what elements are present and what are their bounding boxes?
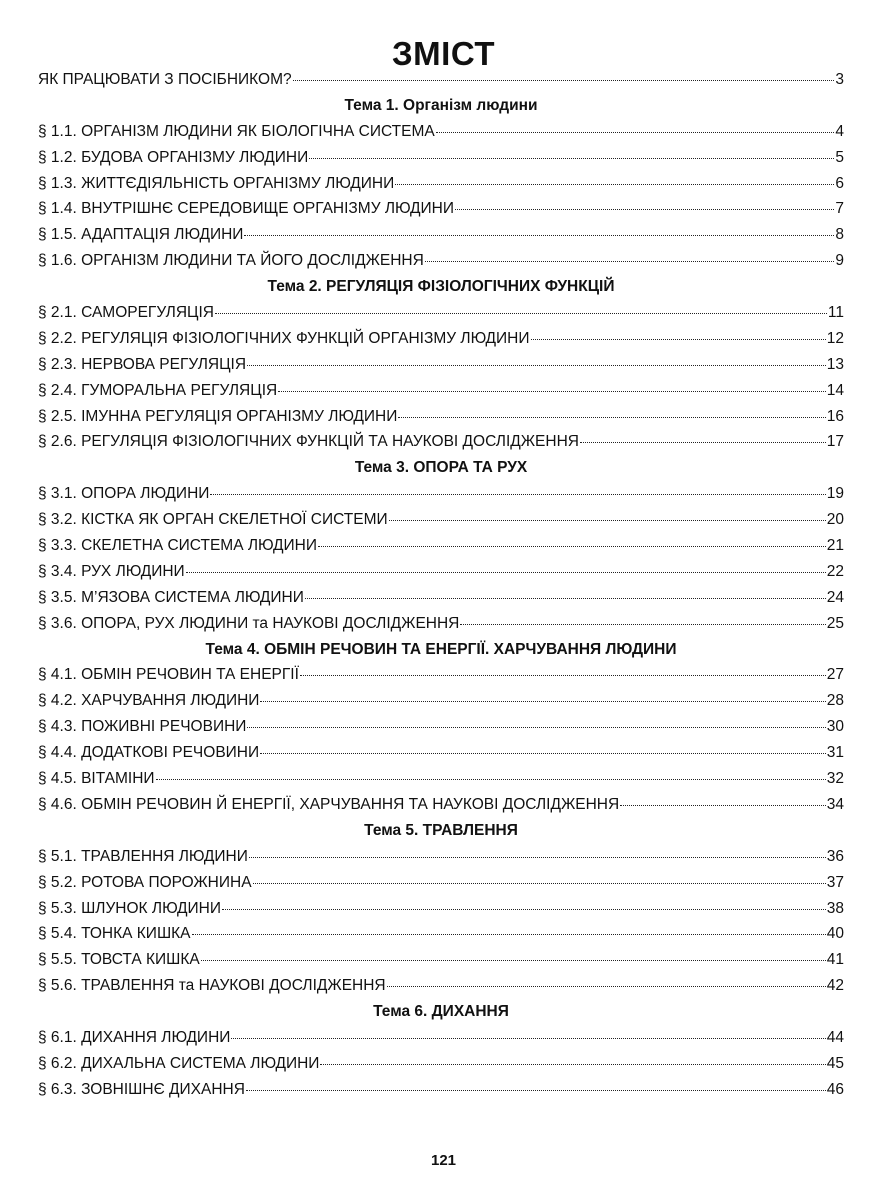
toc-entry-page: 30	[826, 718, 844, 736]
toc-entry[interactable]	[38, 1025, 844, 1051]
toc-entry-label: § 1.4. ВНУТРІШНЄ СЕРЕДОВИЩЕ ОРГАНІЗМУ ЛЮДИНИ	[38, 200, 454, 218]
topic-heading: Тема 3. ОПОРА ТА РУХ	[354, 459, 528, 477]
toc-entry-label: ЯК ПРАЦЮВАТИ З ПОСІБНИКОМ?	[38, 71, 292, 88]
toc-entry-page: 44	[826, 1028, 844, 1046]
toc-entry-label: § 4.1. ОБМІН РЕЧОВИН ТА ЕНЕРГІЇ	[38, 666, 299, 684]
toc-entry[interactable]	[38, 145, 844, 171]
toc-entry[interactable]	[38, 973, 844, 999]
toc-entry-page: 9	[835, 252, 844, 270]
toc-entry[interactable]	[38, 326, 844, 352]
toc-entry-label: § 2.2. РЕГУЛЯЦІЯ ФІЗІОЛОГІЧНИХ ФУНКЦІЙ ОРГАНІЗМУ ЛЮДИНИ	[38, 329, 530, 347]
toc-entry-page: 7	[835, 200, 844, 218]
toc-entry-page: 41	[826, 951, 844, 969]
toc-entry-page: 6	[835, 174, 844, 192]
toc-entry[interactable]	[38, 378, 844, 404]
dot-leader	[318, 546, 826, 547]
toc-entry-label: § 3.5. М’ЯЗОВА СИСТЕМА ЛЮДИНИ	[38, 588, 304, 606]
table-of-contents	[38, 67, 844, 1103]
toc-entry-intro[interactable]	[38, 67, 844, 93]
toc-entry-page: 40	[826, 925, 844, 943]
toc-entry-label: § 1.1. ОРГАНІЗМ ЛЮДИНИ ЯК БІОЛОГІЧНА СИСТЕМА	[38, 122, 435, 140]
toc-entry-page: 20	[826, 511, 844, 529]
toc-entry[interactable]	[38, 248, 844, 274]
toc-entry-page: 5	[835, 148, 844, 166]
toc-entry-label: § 6.2. ДИХАЛЬНА СИСТЕМА ЛЮДИНИ	[38, 1054, 320, 1072]
toc-entry-label: § 1.6. ОРГАНІЗМ ЛЮДИНИ ТА ЙОГО ДОСЛІДЖЕННЯ	[38, 252, 424, 270]
dot-leader	[201, 960, 826, 961]
dot-leader	[231, 1038, 825, 1039]
toc-entry[interactable]	[38, 947, 844, 973]
toc-entry[interactable]	[38, 352, 844, 378]
toc-entry-label: § 2.6. РЕГУЛЯЦІЯ ФІЗІОЛОГІЧНИХ ФУНКЦІЙ ТА НАУКОВІ ДОСЛІДЖЕННЯ	[38, 433, 579, 451]
dot-leader	[320, 1064, 825, 1065]
dot-leader	[436, 132, 835, 133]
toc-entry-page: 4	[835, 122, 844, 140]
dot-leader	[531, 339, 826, 340]
toc-entry[interactable]	[38, 1077, 844, 1103]
topic-heading: Тема 6. ДИХАННЯ	[373, 1003, 509, 1021]
toc-entry[interactable]	[38, 662, 844, 688]
toc-entry[interactable]	[38, 740, 844, 766]
toc-entry[interactable]	[38, 585, 844, 611]
toc-entry-page: 31	[826, 744, 844, 762]
dot-leader	[455, 209, 834, 210]
topic-heading: Тема 2. РЕГУЛЯЦІЯ ФІЗІОЛОГІЧНИХ ФУНКЦІЙ	[267, 278, 615, 296]
toc-entry-page: 28	[826, 692, 844, 710]
toc-entry-label: § 3.1. ОПОРА ЛЮДИНИ	[38, 485, 210, 503]
toc-entry-page: 19	[826, 485, 844, 503]
toc-entry-label: § 4.2. ХАРЧУВАННЯ ЛЮДИНИ	[38, 692, 260, 710]
toc-entry-label: § 1.3. ЖИТТЄДІЯЛЬНІСТЬ ОРГАНІЗМУ ЛЮДИНИ	[38, 174, 395, 192]
dot-leader	[249, 857, 826, 858]
toc-entry-page: 17	[826, 433, 844, 451]
dot-leader	[222, 909, 826, 910]
toc-entry-page: 3	[835, 71, 844, 88]
dot-leader	[425, 261, 835, 262]
toc-entry-page: 24	[826, 588, 844, 606]
toc-entry-page: 38	[826, 899, 844, 917]
toc-entry[interactable]	[38, 404, 844, 430]
dot-leader	[260, 753, 826, 754]
dot-leader	[247, 727, 825, 728]
toc-entry[interactable]	[38, 196, 844, 222]
toc-entry[interactable]	[38, 300, 844, 326]
dot-leader	[309, 158, 834, 159]
toc-entry-page: 11	[827, 304, 844, 322]
toc-entry-page: 25	[826, 614, 844, 632]
toc-entry-page: 32	[826, 770, 844, 788]
toc-entry-label: § 5.1. ТРАВЛЕННЯ ЛЮДИНИ	[38, 847, 248, 865]
toc-entry-page: 42	[826, 977, 844, 995]
toc-entry[interactable]	[38, 559, 844, 585]
toc-entry[interactable]	[38, 119, 844, 145]
dot-leader	[387, 986, 826, 987]
toc-entry[interactable]	[38, 921, 844, 947]
toc-entry[interactable]	[38, 714, 844, 740]
toc-entry-label: § 4.4. ДОДАТКОВІ РЕЧОВИНИ	[38, 744, 260, 762]
toc-entry-label: § 4.3. ПОЖИВНІ РЕЧОВИНИ	[38, 718, 247, 736]
toc-entry-page: 12	[826, 329, 844, 347]
toc-entry-label: § 6.3. ЗОВНІШНЄ ДИХАННЯ	[38, 1080, 245, 1098]
toc-entry-label: § 3.4. РУХ ЛЮДИНИ	[38, 562, 185, 580]
dot-leader	[300, 675, 826, 676]
toc-entry[interactable]	[38, 844, 844, 870]
toc-entry-label: § 1.5. АДАПТАЦІЯ ЛЮДИНИ	[38, 226, 244, 244]
dot-leader	[278, 391, 826, 392]
toc-entry-label: § 4.5. ВІТАМІНИ	[38, 770, 155, 788]
dot-leader	[192, 934, 826, 935]
toc-entry[interactable]	[38, 507, 844, 533]
toc-entry[interactable]	[38, 1051, 844, 1077]
page-title: ЗМІСТ	[392, 35, 495, 72]
toc-entry-label: § 4.6. ОБМІН РЕЧОВИН Й ЕНЕРГІЇ, ХАРЧУВАННЯ ТА НАУКОВІ ДОСЛІДЖЕННЯ	[38, 795, 620, 813]
topic-heading: Тема 5. ТРАВЛЕННЯ	[364, 821, 518, 839]
dot-leader	[244, 235, 834, 236]
toc-entry-page: 27	[826, 666, 844, 684]
dot-leader	[580, 442, 826, 443]
dot-leader	[253, 883, 826, 884]
toc-entry-label: § 3.6. ОПОРА, РУХ ЛЮДИНИ та НАУКОВІ ДОСЛІДЖЕННЯ	[38, 614, 460, 632]
dot-leader	[247, 365, 826, 366]
topic-heading: Тема 4. ОБМІН РЕЧОВИН ТА ЕНЕРГІЇ. ХАРЧУВАННЯ ЛЮДИНИ	[205, 640, 677, 658]
toc-entry[interactable]	[38, 611, 844, 637]
toc-entry-label: § 6.1. ДИХАННЯ ЛЮДИНИ	[38, 1028, 231, 1046]
toc-entry-label: § 5.5. ТОВСТА КИШКА	[38, 951, 200, 969]
toc-entry-label: § 2.4. ГУМОРАЛЬНА РЕГУЛЯЦІЯ	[38, 381, 278, 399]
dot-leader	[260, 701, 825, 702]
toc-entry-label: § 2.1. САМОРЕГУЛЯЦІЯ	[38, 304, 214, 322]
page-number: 121	[430, 1152, 457, 1169]
dot-leader	[186, 572, 826, 573]
dot-leader	[395, 184, 834, 185]
dot-leader	[460, 624, 825, 625]
dot-leader	[293, 80, 835, 81]
toc-entry[interactable]	[38, 792, 844, 818]
toc-entry-label: § 5.4. ТОНКА КИШКА	[38, 925, 191, 943]
toc-entry-label: § 5.6. ТРАВЛЕННЯ та НАУКОВІ ДОСЛІДЖЕННЯ	[38, 977, 386, 995]
toc-entry-label: § 2.5. ІМУННА РЕГУЛЯЦІЯ ОРГАНІЗМУ ЛЮДИНИ	[38, 407, 398, 425]
toc-entry[interactable]	[38, 688, 844, 714]
toc-entry-page: 34	[826, 795, 844, 813]
dot-leader	[389, 520, 826, 521]
dot-leader	[215, 313, 827, 314]
toc-entry[interactable]	[38, 896, 844, 922]
dot-leader	[246, 1090, 826, 1091]
dot-leader	[398, 417, 825, 418]
toc-entry[interactable]	[38, 222, 844, 248]
toc-entry-label: § 3.3. СКЕЛЕТНА СИСТЕМА ЛЮДИНИ	[38, 537, 317, 555]
toc-entry[interactable]	[38, 766, 844, 792]
toc-entry-label: § 1.2. БУДОВА ОРГАНІЗМУ ЛЮДИНИ	[38, 148, 309, 166]
toc-entry-page: 21	[826, 537, 844, 555]
toc-entry-page: 46	[826, 1080, 844, 1098]
toc-entry[interactable]	[38, 533, 844, 559]
dot-leader	[156, 779, 826, 780]
toc-entry-page: 16	[826, 407, 844, 425]
topic-heading: Тема 1. Організм людини	[344, 96, 538, 114]
toc-entry-page: 37	[826, 873, 844, 891]
toc-entry-label: § 3.2. КІСТКА ЯК ОРГАН СКЕЛЕТНОЇ СИСТЕМИ	[38, 511, 388, 529]
toc-entry-label: § 5.2. РОТОВА ПОРОЖНИНА	[38, 873, 252, 891]
toc-entry[interactable]	[38, 171, 844, 197]
toc-entry-label: § 2.3. НЕРВОВА РЕГУЛЯЦІЯ	[38, 355, 247, 373]
dot-leader	[620, 805, 826, 806]
toc-entry-page: 45	[826, 1054, 844, 1072]
dot-leader	[210, 494, 825, 495]
toc-entry-page: 36	[826, 847, 844, 865]
toc-entry[interactable]	[38, 481, 844, 507]
toc-entry[interactable]	[38, 870, 844, 896]
toc-entry-page: 8	[835, 226, 844, 244]
toc-entry[interactable]	[38, 429, 844, 455]
toc-entry-page: 22	[826, 562, 844, 580]
toc-entry-page: 14	[826, 381, 844, 399]
toc-entry-page: 13	[826, 355, 844, 373]
dot-leader	[305, 598, 826, 599]
toc-entry-label: § 5.3. ШЛУНОК ЛЮДИНИ	[38, 899, 222, 917]
